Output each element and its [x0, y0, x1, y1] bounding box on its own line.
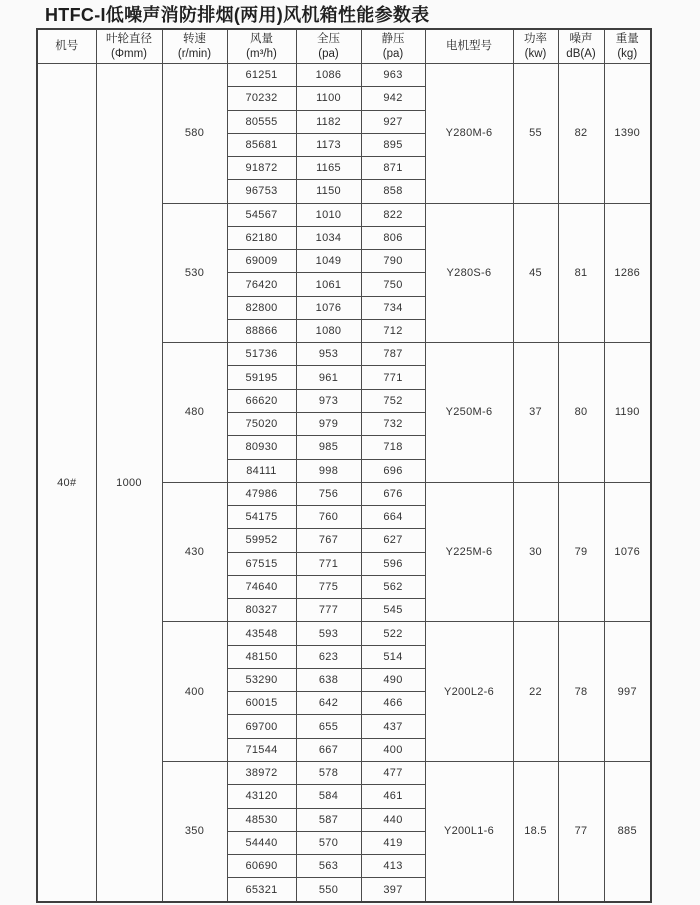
fan-performance-table — [36, 28, 652, 903]
header-unit: (r/min) — [177, 47, 212, 60]
total-pressure-cell: 775 — [296, 575, 361, 598]
total-pressure-cell: 760 — [296, 506, 361, 529]
speed-cell: 350 — [162, 761, 227, 902]
static-pressure-cell: 397 — [361, 878, 425, 902]
motor-model-cell: Y200L1-6 — [425, 761, 513, 902]
total-pressure-cell: 584 — [296, 785, 361, 808]
air-flow-cell: 74640 — [227, 575, 296, 598]
total-pressure-cell: 667 — [296, 738, 361, 761]
static-pressure-cell: 440 — [361, 808, 425, 831]
header-label: 风量 — [250, 32, 273, 45]
header-label: 机号 — [55, 40, 79, 53]
total-pressure-cell: 563 — [296, 855, 361, 878]
power-cell: 45 — [513, 203, 558, 343]
weight-cell: 1390 — [604, 64, 651, 204]
air-flow-cell: 38972 — [227, 761, 296, 784]
air-flow-cell: 91872 — [227, 157, 296, 180]
header-label: 转速 — [183, 32, 206, 45]
total-pressure-cell: 1061 — [296, 273, 361, 296]
total-pressure-cell: 771 — [296, 552, 361, 575]
total-pressure-cell: 655 — [296, 715, 361, 738]
air-flow-cell: 96753 — [227, 180, 296, 203]
speed-cell: 430 — [162, 482, 227, 622]
air-flow-cell: 54440 — [227, 831, 296, 854]
header-label: 叶轮直径 — [106, 32, 152, 45]
static-pressure-cell: 822 — [361, 203, 425, 226]
air-flow-cell: 54175 — [227, 506, 296, 529]
impeller-diameter-cell: 1000 — [96, 64, 162, 903]
static-pressure-cell: 752 — [361, 389, 425, 412]
air-flow-cell: 60690 — [227, 855, 296, 878]
air-flow-cell: 48150 — [227, 645, 296, 668]
total-pressure-cell: 1086 — [296, 64, 361, 87]
noise-cell: 79 — [558, 482, 604, 622]
header-power — [513, 29, 558, 64]
air-flow-cell: 88866 — [227, 319, 296, 342]
air-flow-cell: 82800 — [227, 296, 296, 319]
power-cell: 37 — [513, 343, 558, 483]
header-row — [37, 29, 651, 64]
total-pressure-cell: 973 — [296, 389, 361, 412]
total-pressure-cell: 642 — [296, 692, 361, 715]
static-pressure-cell: 806 — [361, 226, 425, 249]
header-unit: dB(A) — [566, 47, 596, 60]
header-label: 全压 — [317, 32, 340, 45]
static-pressure-cell: 400 — [361, 738, 425, 761]
static-pressure-cell: 858 — [361, 180, 425, 203]
air-flow-cell: 75020 — [227, 412, 296, 435]
table-header — [37, 29, 651, 64]
air-flow-cell: 80930 — [227, 436, 296, 459]
total-pressure-cell: 1010 — [296, 203, 361, 226]
static-pressure-cell: 895 — [361, 133, 425, 156]
static-pressure-cell: 718 — [361, 436, 425, 459]
static-pressure-cell: 562 — [361, 575, 425, 598]
air-flow-cell: 85681 — [227, 133, 296, 156]
static-pressure-cell: 787 — [361, 343, 425, 366]
static-pressure-cell: 437 — [361, 715, 425, 738]
page-title: HTFC-I低噪声消防排烟(两用)风机箱性能参数表 — [45, 5, 430, 25]
total-pressure-cell: 767 — [296, 529, 361, 552]
air-flow-cell: 47986 — [227, 482, 296, 505]
header-unit: (kg) — [617, 47, 638, 60]
weight-cell: 1286 — [604, 203, 651, 343]
weight-cell: 1190 — [604, 343, 651, 483]
static-pressure-cell: 419 — [361, 831, 425, 854]
air-flow-cell: 80327 — [227, 599, 296, 622]
air-flow-cell: 59195 — [227, 366, 296, 389]
motor-model-cell: Y250M-6 — [425, 343, 513, 483]
air-flow-cell: 62180 — [227, 226, 296, 249]
static-pressure-cell: 477 — [361, 761, 425, 784]
total-pressure-cell: 1150 — [296, 180, 361, 203]
header-air-flow — [227, 29, 296, 64]
total-pressure-cell: 1182 — [296, 110, 361, 133]
static-pressure-cell: 750 — [361, 273, 425, 296]
air-flow-cell: 53290 — [227, 668, 296, 691]
header-motor-model — [425, 29, 513, 64]
motor-model-cell: Y280S-6 — [425, 203, 513, 343]
header-unit: (m³/h) — [246, 47, 277, 60]
static-pressure-cell: 466 — [361, 692, 425, 715]
static-pressure-cell: 963 — [361, 64, 425, 87]
air-flow-cell: 54567 — [227, 203, 296, 226]
air-flow-cell: 59952 — [227, 529, 296, 552]
static-pressure-cell: 461 — [361, 785, 425, 808]
air-flow-cell: 84111 — [227, 459, 296, 482]
header-total-pressure — [296, 29, 361, 64]
header-static-pressure — [361, 29, 425, 64]
speed-cell: 530 — [162, 203, 227, 343]
header-weight — [604, 29, 651, 64]
static-pressure-cell: 627 — [361, 529, 425, 552]
total-pressure-cell: 638 — [296, 668, 361, 691]
air-flow-cell: 43548 — [227, 622, 296, 645]
speed-cell: 580 — [162, 64, 227, 204]
header-label: 噪声 — [569, 32, 593, 45]
header-unit: (Φmm) — [111, 47, 147, 60]
static-pressure-cell: 664 — [361, 506, 425, 529]
power-cell: 18.5 — [513, 761, 558, 902]
total-pressure-cell: 623 — [296, 645, 361, 668]
motor-model-cell: Y225M-6 — [425, 482, 513, 622]
speed-cell: 400 — [162, 622, 227, 762]
air-flow-cell: 43120 — [227, 785, 296, 808]
air-flow-cell: 69700 — [227, 715, 296, 738]
power-cell: 30 — [513, 482, 558, 622]
noise-cell: 78 — [558, 622, 604, 762]
total-pressure-cell: 1049 — [296, 250, 361, 273]
static-pressure-cell: 712 — [361, 319, 425, 342]
total-pressure-cell: 756 — [296, 482, 361, 505]
noise-cell: 77 — [558, 761, 604, 902]
total-pressure-cell: 985 — [296, 436, 361, 459]
total-pressure-cell: 570 — [296, 831, 361, 854]
total-pressure-cell: 587 — [296, 808, 361, 831]
header-speed — [162, 29, 227, 64]
total-pressure-cell: 550 — [296, 878, 361, 902]
air-flow-cell: 76420 — [227, 273, 296, 296]
weight-cell: 885 — [604, 761, 651, 902]
total-pressure-cell: 578 — [296, 761, 361, 784]
static-pressure-cell: 927 — [361, 110, 425, 133]
static-pressure-cell: 732 — [361, 412, 425, 435]
noise-cell: 80 — [558, 343, 604, 483]
total-pressure-cell: 777 — [296, 599, 361, 622]
speed-cell: 480 — [162, 343, 227, 483]
static-pressure-cell: 790 — [361, 250, 425, 273]
air-flow-cell: 66620 — [227, 389, 296, 412]
header-machine-no — [37, 29, 96, 64]
total-pressure-cell: 979 — [296, 412, 361, 435]
air-flow-cell: 65321 — [227, 878, 296, 902]
total-pressure-cell: 593 — [296, 622, 361, 645]
static-pressure-cell: 490 — [361, 668, 425, 691]
total-pressure-cell: 1076 — [296, 296, 361, 319]
weight-cell: 1076 — [604, 482, 651, 622]
air-flow-cell: 67515 — [227, 552, 296, 575]
total-pressure-cell: 1165 — [296, 157, 361, 180]
machine-no-cell: 40# — [37, 64, 96, 903]
air-flow-cell: 61251 — [227, 64, 296, 87]
total-pressure-cell: 1080 — [296, 319, 361, 342]
static-pressure-cell: 942 — [361, 87, 425, 110]
static-pressure-cell: 734 — [361, 296, 425, 319]
header-label: 功率 — [524, 32, 547, 45]
air-flow-cell: 80555 — [227, 110, 296, 133]
header-unit: (kw) — [524, 47, 547, 60]
header-label: 静压 — [381, 32, 405, 45]
motor-model-cell: Y200L2-6 — [425, 622, 513, 762]
air-flow-cell: 69009 — [227, 250, 296, 273]
noise-cell: 82 — [558, 64, 604, 204]
header-unit: (pa) — [318, 47, 339, 60]
header-label: 电机型号 — [446, 40, 492, 53]
static-pressure-cell: 596 — [361, 552, 425, 575]
static-pressure-cell: 696 — [361, 459, 425, 482]
total-pressure-cell: 1034 — [296, 226, 361, 249]
header-label: 重量 — [615, 32, 639, 45]
total-pressure-cell: 953 — [296, 343, 361, 366]
header-impeller-diameter — [96, 29, 162, 64]
air-flow-cell: 48530 — [227, 808, 296, 831]
header-noise — [558, 29, 604, 64]
total-pressure-cell: 1173 — [296, 133, 361, 156]
weight-cell: 997 — [604, 622, 651, 762]
air-flow-cell: 60015 — [227, 692, 296, 715]
power-cell: 22 — [513, 622, 558, 762]
power-cell: 55 — [513, 64, 558, 204]
static-pressure-cell: 522 — [361, 622, 425, 645]
noise-cell: 81 — [558, 203, 604, 343]
total-pressure-cell: 1100 — [296, 87, 361, 110]
table-body — [37, 64, 651, 903]
static-pressure-cell: 545 — [361, 599, 425, 622]
motor-model-cell: Y280M-6 — [425, 64, 513, 204]
static-pressure-cell: 771 — [361, 366, 425, 389]
total-pressure-cell: 961 — [296, 366, 361, 389]
air-flow-cell: 70232 — [227, 87, 296, 110]
static-pressure-cell: 676 — [361, 482, 425, 505]
table-row — [37, 64, 651, 87]
static-pressure-cell: 871 — [361, 157, 425, 180]
total-pressure-cell: 998 — [296, 459, 361, 482]
header-unit: (pa) — [382, 47, 404, 60]
static-pressure-cell: 413 — [361, 855, 425, 878]
air-flow-cell: 71544 — [227, 738, 296, 761]
static-pressure-cell: 514 — [361, 645, 425, 668]
air-flow-cell: 51736 — [227, 343, 296, 366]
